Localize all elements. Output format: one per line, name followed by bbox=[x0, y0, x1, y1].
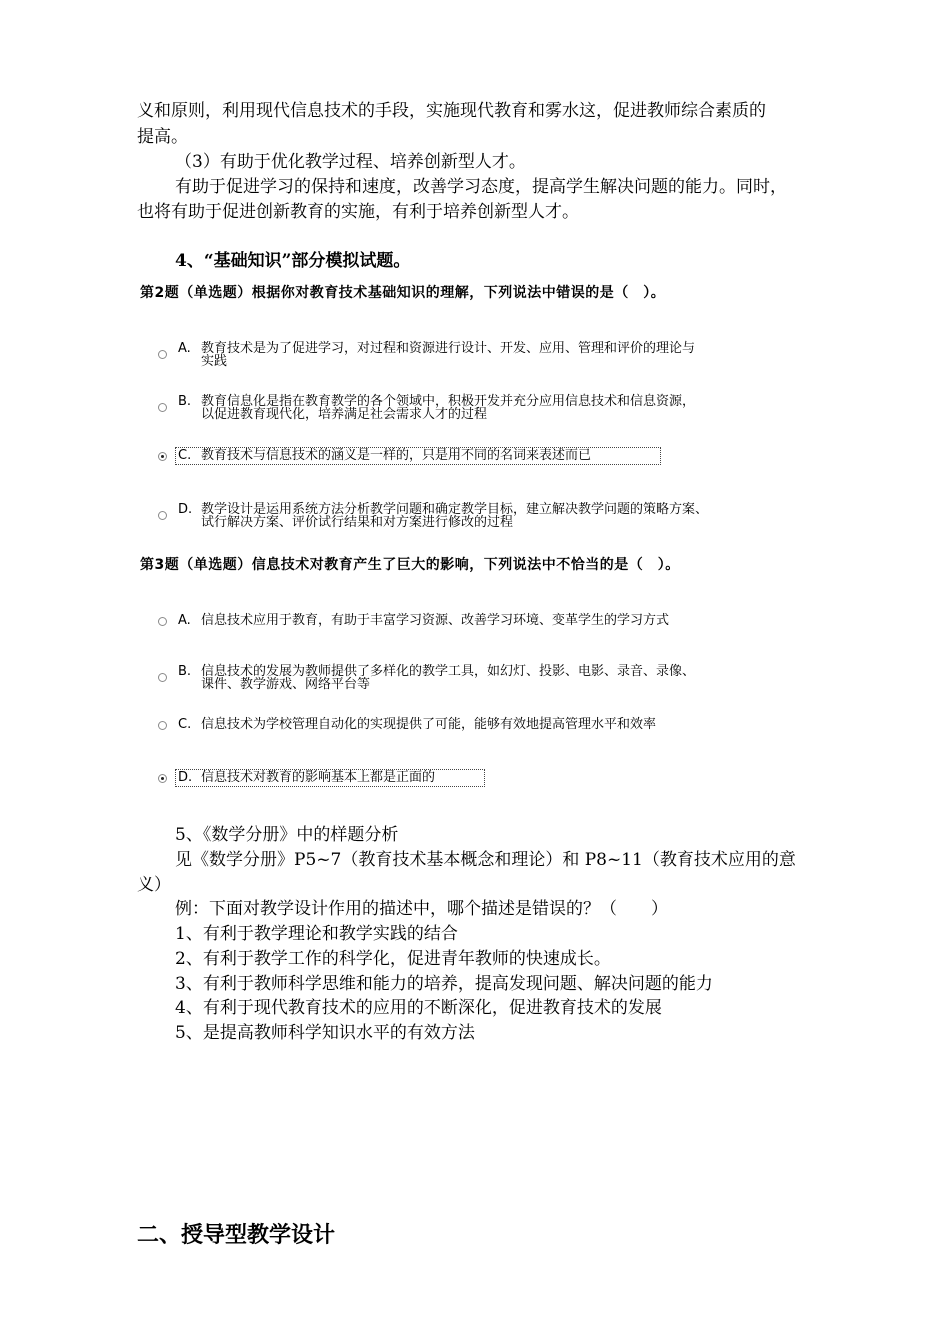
section5-item-2: 2、有利于教学工作的科学化，促进青年教师的快速成长。 bbox=[175, 949, 611, 969]
q2-option-c-line1: 教育技术与信息技术的涵义是一样的，只是用不同的名词来表述而已 bbox=[201, 448, 592, 463]
radio-unchecked-icon[interactable] bbox=[158, 673, 167, 682]
q3-option-a-line1: 信息技术应用于教育，有助于丰富学习资源、改善学习环境、变革学生的学习方式 bbox=[201, 613, 670, 628]
q2-option-b-line2: 以促进教育现代化，培养满足社会需求人才的过程 bbox=[201, 407, 488, 422]
para1-line2: 提高。 bbox=[137, 127, 188, 147]
q3-option-d-line1: 信息技术对教育的影响基本上都是正面的 bbox=[201, 770, 436, 785]
q2-option-d-line2: 试行解决方案、评价试行结果和对方案进行修改的过程 bbox=[201, 515, 514, 530]
q2-option-c-letter: C. bbox=[178, 448, 192, 463]
q3-option-c-line1: 信息技术为学校管理自动化的实现提供了可能，能够有效地提高管理水平和效率 bbox=[201, 717, 657, 732]
item3-line2: 也将有助于促进创新教育的实施，有利于培养创新型人才。 bbox=[137, 202, 579, 222]
section5-line1: 见《数学分册》P5~7（教育技术基本概念和理论）和 P8~11（教育技术应用的意 bbox=[175, 850, 796, 870]
q2-option-b-letter: B. bbox=[178, 394, 192, 409]
section5-heading: 5、《数学分册》中的样题分析 bbox=[175, 825, 399, 845]
section5-line2: 义） bbox=[137, 875, 171, 895]
q3-option-c-letter: C. bbox=[178, 717, 192, 732]
section5-item-5: 5、是提高教师科学知识水平的有效方法 bbox=[175, 1023, 475, 1043]
radio-unchecked-icon[interactable] bbox=[158, 350, 167, 359]
q2-option-d-letter: D. bbox=[178, 502, 193, 517]
item3-heading: （3）有助于优化教学过程、培养创新型人才。 bbox=[175, 152, 526, 172]
section5-example: 例：下面对教学设计作用的描述中，哪个描述是错误的？（ ） bbox=[175, 899, 668, 919]
section4-heading: 4、“基础知识”部分模拟试题。 bbox=[175, 251, 411, 271]
q2-option-d-line1: 教学设计是运用系统方法分析教学问题和确定教学目标，建立解决教学问题的策略方案、 bbox=[201, 502, 709, 517]
section5-item-4: 4、有利于现代教育技术的应用的不断深化，促进教育技术的发展 bbox=[175, 998, 662, 1018]
q2-title: 第2题（单选题）根据你对教育技术基础知识的理解，下列说法中错误的是（ ）。 bbox=[140, 285, 666, 301]
q2-option-a-letter: A. bbox=[178, 341, 191, 356]
radio-unchecked-icon[interactable] bbox=[158, 403, 167, 412]
radio-checked-icon[interactable] bbox=[158, 774, 167, 783]
section5-item-3: 3、有利于教师科学思维和能力的培养，提高发现问题、解决问题的能力 bbox=[175, 974, 713, 994]
chapter2-heading: 二、授导型教学设计 bbox=[137, 1222, 336, 1248]
q3-option-b-letter: B. bbox=[178, 664, 192, 679]
radio-unchecked-icon[interactable] bbox=[158, 511, 167, 520]
radio-unchecked-icon[interactable] bbox=[158, 721, 167, 730]
q2-option-a-line2: 实践 bbox=[201, 354, 228, 369]
q2-option-a-line1: 教育技术是为了促进学习，对过程和资源进行设计、开发、应用、管理和评价的理论与 bbox=[201, 341, 696, 356]
q2-option-b-line1: 教育信息化是指在教育教学的各个领域中，积极开发并充分应用信息技术和信息资源， bbox=[201, 394, 696, 409]
radio-unchecked-icon[interactable] bbox=[158, 617, 167, 626]
para1-line1: 义和原则，利用现代信息技术的手段，实施现代教育和雾水这，促进教师综合素质的 bbox=[137, 101, 766, 121]
radio-checked-icon[interactable] bbox=[158, 452, 167, 461]
q3-option-b-line1: 信息技术的发展为教师提供了多样化的教学工具，如幻灯、投影、电影、录音、录像、 bbox=[201, 664, 696, 679]
q3-title: 第3题（单选题）信息技术对教育产生了巨大的影响，下列说法中不恰当的是（ ）。 bbox=[140, 557, 680, 573]
q3-option-d-letter: D. bbox=[178, 770, 193, 785]
q3-option-b-line2: 课件、教学游戏、网络平台等 bbox=[201, 677, 371, 692]
q3-option-a-letter: A. bbox=[178, 613, 191, 628]
section5-item-1: 1、有利于教学理论和教学实践的结合 bbox=[175, 924, 458, 944]
item3-line1: 有助于促进学习的保持和速度，改善学习态度，提高学生解决问题的能力。同时， bbox=[175, 177, 787, 197]
